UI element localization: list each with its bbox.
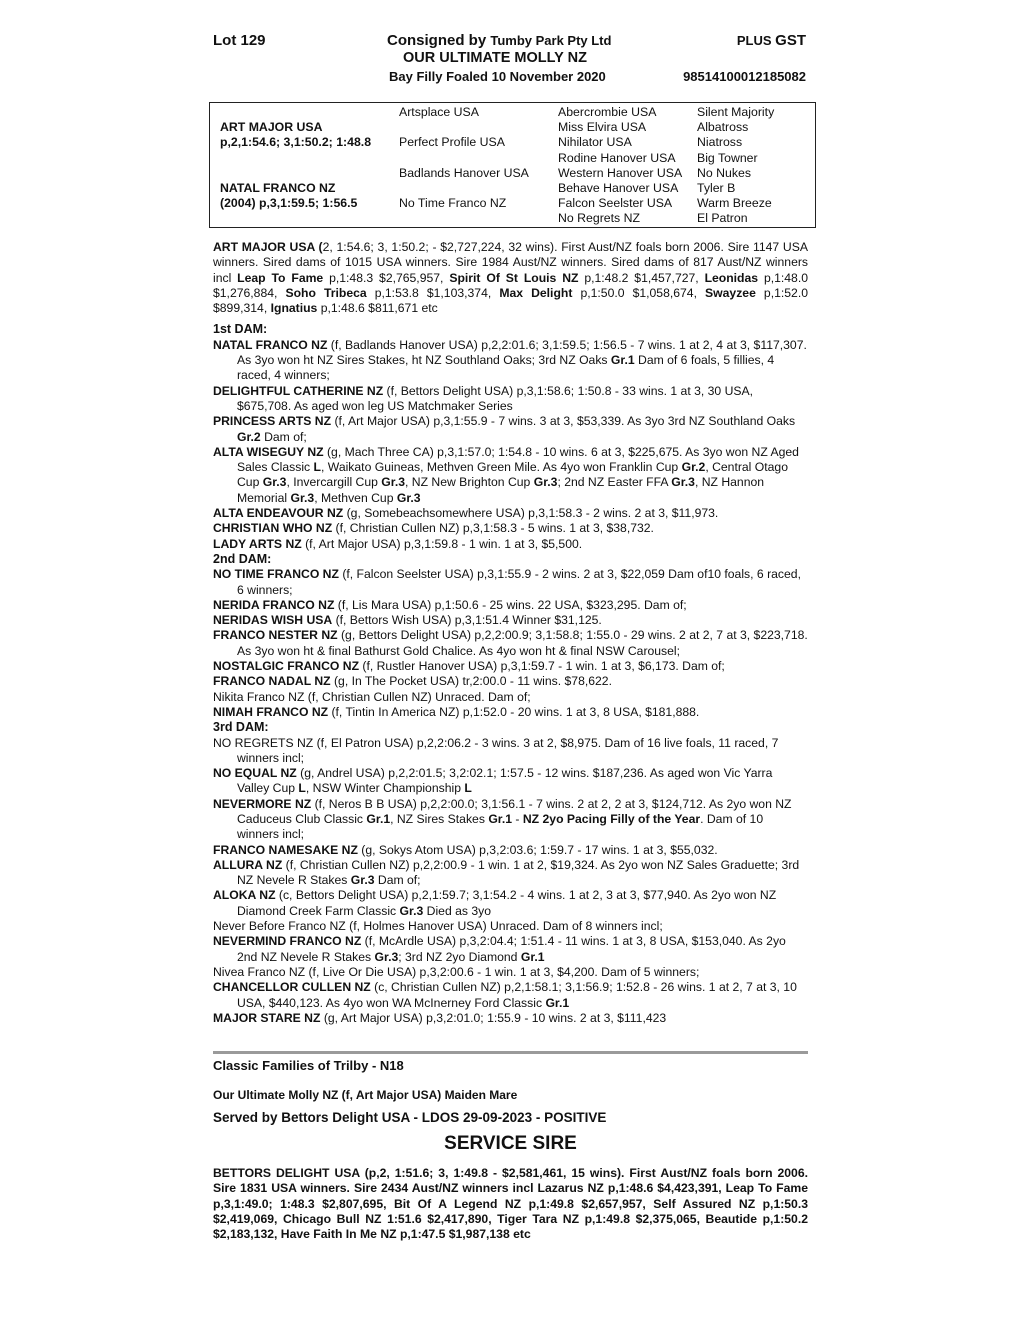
progeny-entry: NEVERMORE NZ (f, Neros B B USA) p,2,2:00.0; 3,1:56.1 - 7 wins. 2 at 2, 2 at 3, $124,712. As 2yo won NZ Caduceus Club Classic Gr.1, NZ Sires Stakes Gr.1 - NZ 2yo Pacing Filly of the Year. Dam of 10 winners incl; (213, 796, 792, 842)
progeny-name: Max Delight (499, 285, 573, 300)
pedigree-gen3-cell: Abercrombie USA (558, 105, 657, 119)
horse-name: OUR ULTIMATE MOLLY NZ (403, 50, 587, 66)
pedigree-gen2-cell: Perfect Profile USA (399, 135, 505, 149)
pedigree-dam-name: NATAL FRANCO NZ (220, 181, 336, 195)
pedigree-gen3-cell: Nihilator USA (558, 135, 632, 149)
progeny-entry: Nikita Franco NZ (f, Christian Cullen NZ) Unraced. Dam of; (213, 689, 531, 704)
pedigree-gen3-cell: Western Hanover USA (558, 166, 683, 180)
progeny-entry: NO EQUAL NZ (g, Andrel USA) p,2,2:01.5; 3,2:02.1; 1:57.5 - 12 wins. $187,236. As aged won Vic Yarra Valley Cup L, NSW Winter Championship L (213, 766, 773, 796)
dam-entry: NO REGRETS NZ (f, El Patron USA) p,2,2:06.2 - 3 wins. 3 at 2, $8,975. Dam of 16 live foals, 11 raced, 7 winners incl; (213, 735, 779, 765)
pedigree-gen4-cell: Big Towner (697, 151, 758, 165)
pedigree-gen4-cell: Niatross (697, 135, 743, 149)
pedigree-gen3-cell: Miss Elvira USA (558, 120, 647, 134)
consigned-label: Consigned by (387, 32, 487, 49)
progeny-entry: ALTA ENDEAVOUR NZ (g, Somebeachsomewhere USA) p,3,1:58.3 - 2 wins. 2 at 3, $11,973. (213, 506, 719, 521)
pedigree-gen4-cell: Tyler B (697, 181, 736, 195)
consignor-line (387, 32, 611, 49)
pedigree-sire-name: ART MAJOR USA (220, 120, 323, 134)
progeny-entry: DELIGHTFUL CATHERINE NZ (f, Bettors Delight USA) p,3,1:58.6; 1:50.8 - 33 wins. 1 at 3, 30 USA, $675,708. As aged won leg US Matchmaker Series (213, 383, 754, 413)
pedigree-sire-record: p,2,1:54.6; 3,1:50.2; 1:48.8 (220, 135, 372, 149)
third-dam-heading: 3rd DAM: (213, 720, 269, 735)
catalogue-body (213, 240, 808, 1026)
progeny-entry: MAJOR STARE NZ (g, Art Major USA) p,3,2:01.0; 1:55.9 - 10 wins. 2 at 3, $111,423 (213, 1010, 667, 1025)
progeny-entry: ALTA WISEGUY NZ (g, Mach Three CA) p,3,1:57.0; 1:54.8 - 10 wins. 6 at 3, $225,675. As 3yo won NZ Aged Sales Classic L, Waikato Guineas, Methven Green Mile. As 4yo won Franklin Cup Gr.2, Central Otago Cup Gr.3, Invercargill Cup Gr.3, NZ New Brighton Cup Gr.3; 2nd NZ Easter FFA Gr.3, NZ Hannon Memorial Gr.3, Methven Cup Gr.3 (213, 444, 799, 505)
sire-paragraph: ART MAJOR USA (2, 1:54.6; 3, 1:50.2; - $2,727,224, 32 wins). First Aust/NZ foals born 2006. Sire 1147 USA winners. Sired dams of 1015 USA winners. Sire 1984 Aust/NZ winners. Sired dams of 817 Aust/NZ winners incl Leap To Fame p,1:48.3 $2,765,957, Spirit Of St Louis NZ p,1:48.2 $1,457,727, Leonidas p,1:48.0 $1,276,884, Soho Tribeca p,1:53.8 $1,103,374, Max Delight p,1:50.0 $1,058,674, Swayzee p,1:52.0 $899,314, Ignatius p,1:48.6 $811,671 etc (213, 240, 808, 316)
pedigree-gen2-cell: Artsplace USA (399, 105, 479, 119)
gst-label: GST (775, 32, 806, 49)
progeny-name: Ignatius (270, 301, 318, 316)
progeny-entry: FRANCO NAMESAKE NZ (g, Sokys Atom USA) p,3,2:03.6; 1:59.7 - 17 wins. 1 at 3, $55,032. (213, 842, 718, 857)
progeny-name: Soho Tribeca (285, 285, 367, 300)
pedigree-table (209, 102, 816, 228)
service-sire-paragraph: BETTORS DELIGHT USA (p,2, 1:51.6; 3, 1:49.8 - $2,581,461, 15 wins). First Aust/NZ foals born 2006. Sire 1831 USA winners. Sire 2434 Aust/NZ winners incl Lazarus NZ p,1:48.6 $4,423,391, Leap To Fame p,3,1:49.0; 1:48.3 $2,807,695, Bit Of A Legend NZ p,1:49.8 $2,657,957, Self Assured NZ p,1:50.3 $2,419,069, Chicago Bull NZ 1:51.6 $2,417,890, Tiger Tara NZ p,1:49.8 $2,375,065, Beautide p,1:50.2 $2,183,132, Have Faith In Me NZ p,1:47.5 $1,987,138 etc (213, 1166, 808, 1242)
mare-status: Our Ultimate Molly NZ (f, Art Major USA) Maiden Mare (213, 1088, 518, 1102)
progeny-name: Leap To Fame (237, 270, 324, 285)
progeny-entry: FRANCO NADAL NZ (g, In The Pocket USA) tr,2:00.0 - 11 wins. $78,622. (213, 674, 612, 689)
progeny-entry: CHRISTIAN WHO NZ (f, Christian Cullen NZ) p,3,1:58.3 - 5 wins. 1 at 3, $38,732. (213, 521, 654, 536)
pedigree-gen3-cell: No Regrets NZ (558, 211, 641, 225)
pedigree-gen2-cell: No Time Franco NZ (399, 196, 507, 210)
pedigree-gen4-cell: El Patron (697, 211, 748, 225)
pedigree-gen3-cell: Falcon Seelster USA (558, 196, 673, 210)
catalogue-page (213, 30, 808, 90)
pedigree-gen4-cell: Silent Majority (697, 105, 775, 119)
pedigree-dam-record: (2004) p,3,1:59.5; 1:56.5 (220, 196, 358, 210)
progeny-entry: NERIDA FRANCO NZ (f, Lis Mara USA) p,1:50.6 - 25 wins. 22 USA, $323,295. Dam of; (213, 597, 687, 612)
second-dam-heading: 2nd DAM: (213, 551, 272, 566)
served-line: Served by Bettors Delight USA - LDOS 29-09-2023 - POSITIVE (213, 1110, 607, 1125)
lot-header (213, 30, 808, 90)
progeny-name: Leonidas (704, 270, 759, 285)
section-divider (213, 1051, 808, 1054)
progeny-entry: NOSTALGIC FRANCO NZ (f, Rustler Hanover USA) p,3,1:59.7 - 1 win. 1 at 3, $6,173. Dam of; (213, 659, 725, 674)
progeny-entry: NERIDAS WISH USA (f, Bettors Wish USA) p,3,1:51.4 Winner $31,125. (213, 613, 602, 628)
progeny-entry: CHANCELLOR CULLEN NZ (c, Christian Cullen NZ) p,2,1:58.1; 3,1:56.9; 1:52.8 - 26 wins. 1 at 2, 7 at 3, 10 USA, $440,123. As 4yo won WA McInerney Ford Classic Gr.1 (213, 980, 797, 1010)
progeny-entry: NEVERMIND FRANCO NZ (f, McArdle USA) p,3,2:04.4; 1:51.4 - 11 wins. 1 at 3, 8 USA, $153,040. As 2yo 2nd NZ Nevele R Stakes Gr.3; 3rd NZ 2yo Diamond Gr.1 (213, 934, 786, 964)
pedigree-gen4-cell: Warm Breeze (697, 196, 772, 210)
first-dam-heading: 1st DAM: (213, 322, 268, 337)
progeny-entry: FRANCO NESTER NZ (g, Bettors Delight USA) p,2,2:00.9; 3,1:58.8; 1:55.0 - 29 wins. 2 at 2, 7 at 3, $223,718. As 3yo won ht & final Bathurst Gold Chalice. As 4yo won ht & final NSW Carousel; (213, 628, 808, 658)
progeny-entry: ALLURA NZ (f, Christian Cullen NZ) p,2,2:00.9 - 1 win. 1 at 2, $19,324. As 2yo won NZ Sales Graduette; 3rd NZ Nevele R Stakes Gr.3 Dam of; (213, 857, 800, 888)
dam-entry: NO TIME FRANCO NZ (f, Falcon Seelster USA) p,3,1:55.9 - 2 wins. 2 at 3, $22,059 Dam of10 foals, 6 raced, 6 winners; (213, 567, 801, 597)
progeny-entry: ALOKA NZ (c, Bettors Delight USA) p,2,1:59.7; 3,1:54.2 - 4 wins. 1 at 2, 3 at 3, $77,940. As 2yo won NZ Diamond Creek Farm Classic Gr.3 Died as 3yo (213, 888, 777, 918)
gst-note (737, 32, 806, 49)
lot-number: Lot 129 (213, 32, 266, 49)
progeny-entry: LADY ARTS NZ (f, Art Major USA) p,3,1:59.8 - 1 win. 1 at 3, $5,500. (213, 536, 583, 551)
pedigree-gen2-cell: Badlands Hanover USA (399, 166, 529, 180)
progeny-entry: Never Before Franco NZ (f, Holmes Hanover USA) Unraced. Dam of 8 winners incl; (213, 919, 663, 934)
progeny-entry: PRINCESS ARTS NZ (f, Art Major USA) p,3,1:55.9 - 7 wins. 3 at 3, $53,339. As 3yo 3rd NZ Southland Oaks Gr.2 Dam of; (213, 414, 796, 444)
consignor-name: Tumby Park Pty Ltd (490, 33, 612, 48)
dam-entry: NATAL FRANCO NZ (f, Badlands Hanover USA) p,2,2:01.6; 3,1:59.5; 1:56.5 - 7 wins. 1 at 2, 4 at 3, $117,307. As 3yo won ht NZ Sires Stakes, ht NZ Southland Oaks; 3rd NZ Oaks Gr.1 Dam of 6 foals, 5 fillies, 4 raced, 4 winners; (213, 337, 807, 383)
microchip-number: 98514100012185082 (683, 69, 806, 84)
progeny-name: Spirit Of St Louis NZ (449, 270, 579, 285)
pedigree-gen3-cell: Rodine Hanover USA (558, 151, 676, 165)
pedigree-gen3-cell: Behave Hanover USA (558, 181, 679, 195)
progeny-entry: NIMAH FRANCO NZ (f, Tintin In America NZ) p,1:52.0 - 20 wins. 1 at 3, 8 USA, $181,888. (213, 704, 700, 719)
pedigree-gen4-cell: No Nukes (697, 166, 751, 180)
foaling-details: Bay Filly Foaled 10 November 2020 (389, 69, 606, 84)
service-sire-heading: SERVICE SIRE (444, 1133, 577, 1154)
sire-name: ART MAJOR USA ( (213, 240, 323, 254)
gst-prefix: PLUS (736, 33, 772, 48)
pedigree-gen4-cell: Albatross (697, 120, 749, 134)
progeny-name: Swayzee (705, 285, 756, 300)
progeny-entry: Nivea Franco NZ (f, Live Or Die USA) p,3,2:00.6 - 1 win. 1 at 3, $4,200. Dam of 5 winners; (213, 964, 700, 979)
family-line: Classic Families of Trilby - N18 (213, 1058, 404, 1073)
